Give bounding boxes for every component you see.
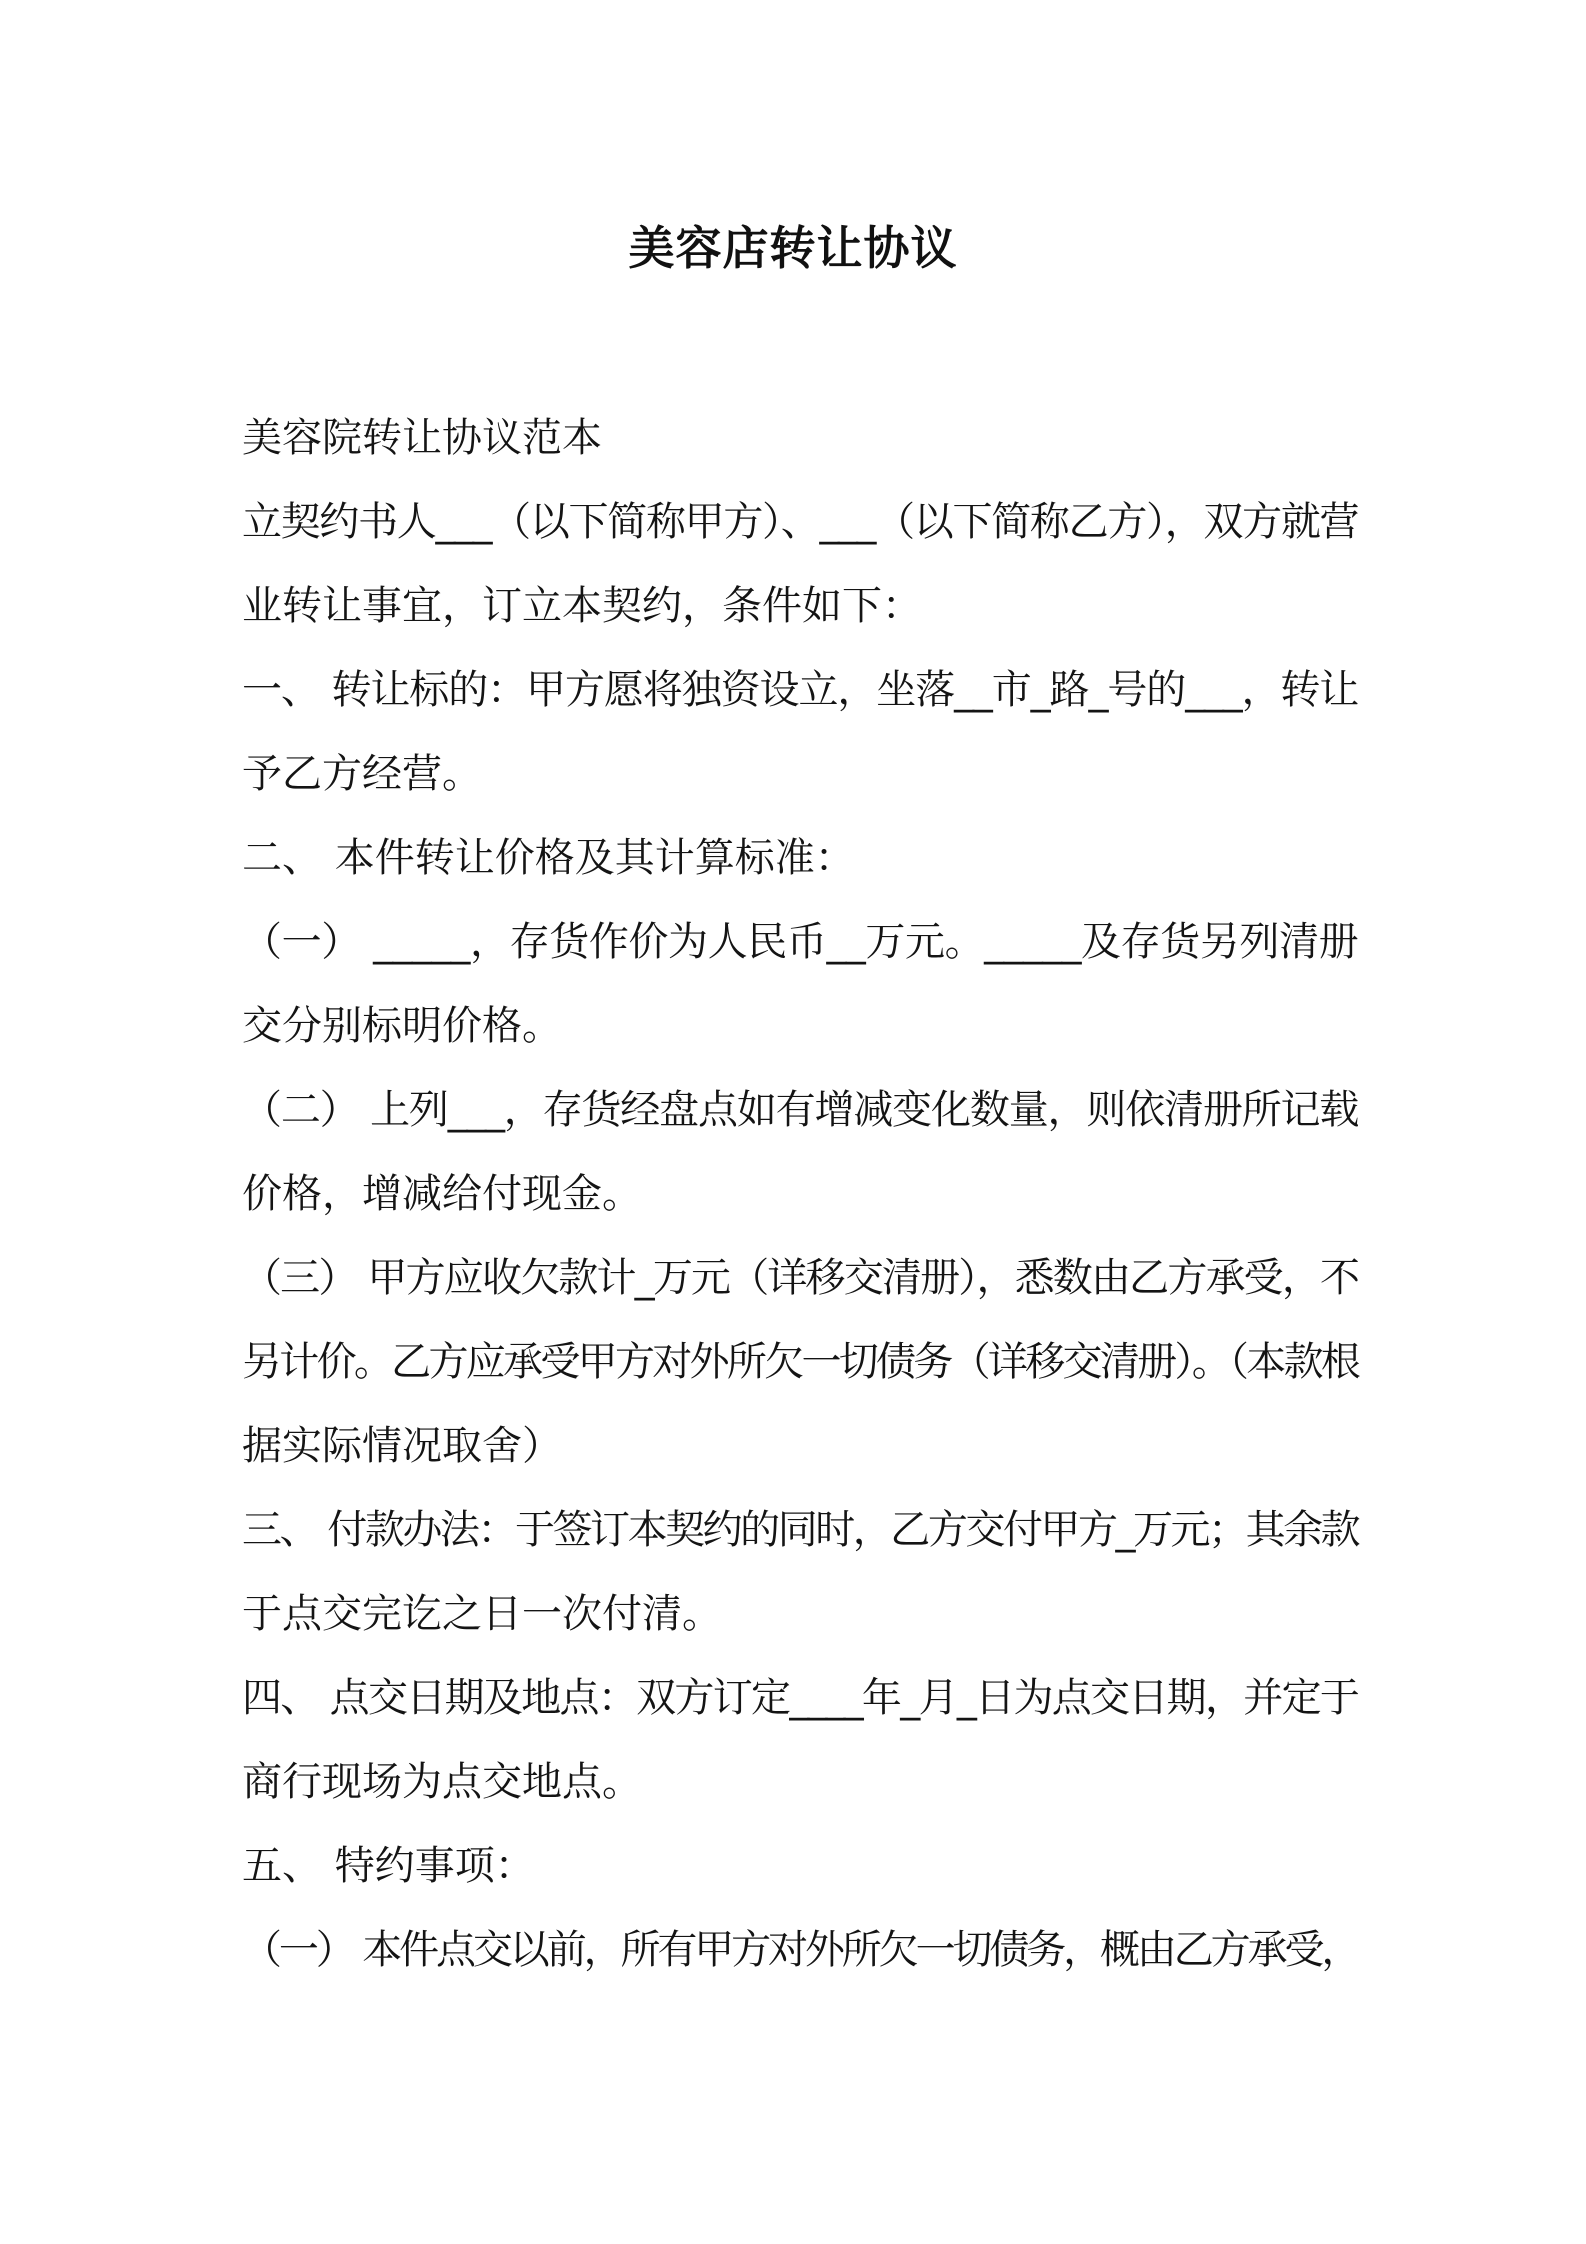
paragraph-line: 于点交完讫之日一次付清。 [242, 1591, 722, 1637]
subtitle-line: 美容院转让协议范本 [242, 415, 602, 461]
paragraph-line: 予乙方经营。 [242, 751, 482, 797]
subclause-line: （一） _____，存货作价为人民币__万元。_____及存货另列清册 [242, 919, 1358, 965]
paragraph-line: 交分别标明价格。 [242, 1003, 562, 1049]
paragraph-line: 业转让事宜，订立本契约，条件如下： [242, 583, 922, 629]
paragraph-line: 另计价。乙方应承受甲方对外所欠一切债务（详移交清册）。（本款根 [242, 1339, 1358, 1385]
clause-line-5: 五、 特约事项： [242, 1843, 535, 1889]
subclause-line: （三） 甲方应收欠款计_万元（详移交清册），悉数由乙方承受，不 [242, 1255, 1358, 1301]
subclause-line: （二） 上列___，存货经盘点如有增减变化数量，则依清册所记载 [242, 1087, 1358, 1133]
paragraph-line: 立契约书人___（以下简称甲方）、___（以下简称乙方），双方就营 [242, 499, 1358, 545]
clause-line-2: 二、 本件转让价格及其计算标准： [242, 835, 855, 881]
clause-line-4: 四、 点交日期及地点：双方订定____年_月_日为点交日期，并定于 [242, 1675, 1358, 1721]
clause-line-3: 三、 付款办法：于签订本契约的同时，乙方交付甲方_万元；其余款 [242, 1507, 1358, 1553]
document-title: 美容店转让协议 [628, 221, 958, 275]
subclause-line: （一） 本件点交以前，所有甲方对外所欠一切债务，概由乙方承受， [242, 1927, 1358, 1973]
paragraph-line: 据实际情况取舍） [242, 1423, 562, 1469]
paragraph-line: 价格，增减给付现金。 [242, 1171, 642, 1217]
clause-line-1: 一、 转让标的：甲方愿将独资设立，坐落__市_路_号的___，转让 [242, 667, 1358, 713]
paragraph-line: 商行现场为点交地点。 [242, 1759, 642, 1805]
document-body [242, 396, 1358, 1992]
